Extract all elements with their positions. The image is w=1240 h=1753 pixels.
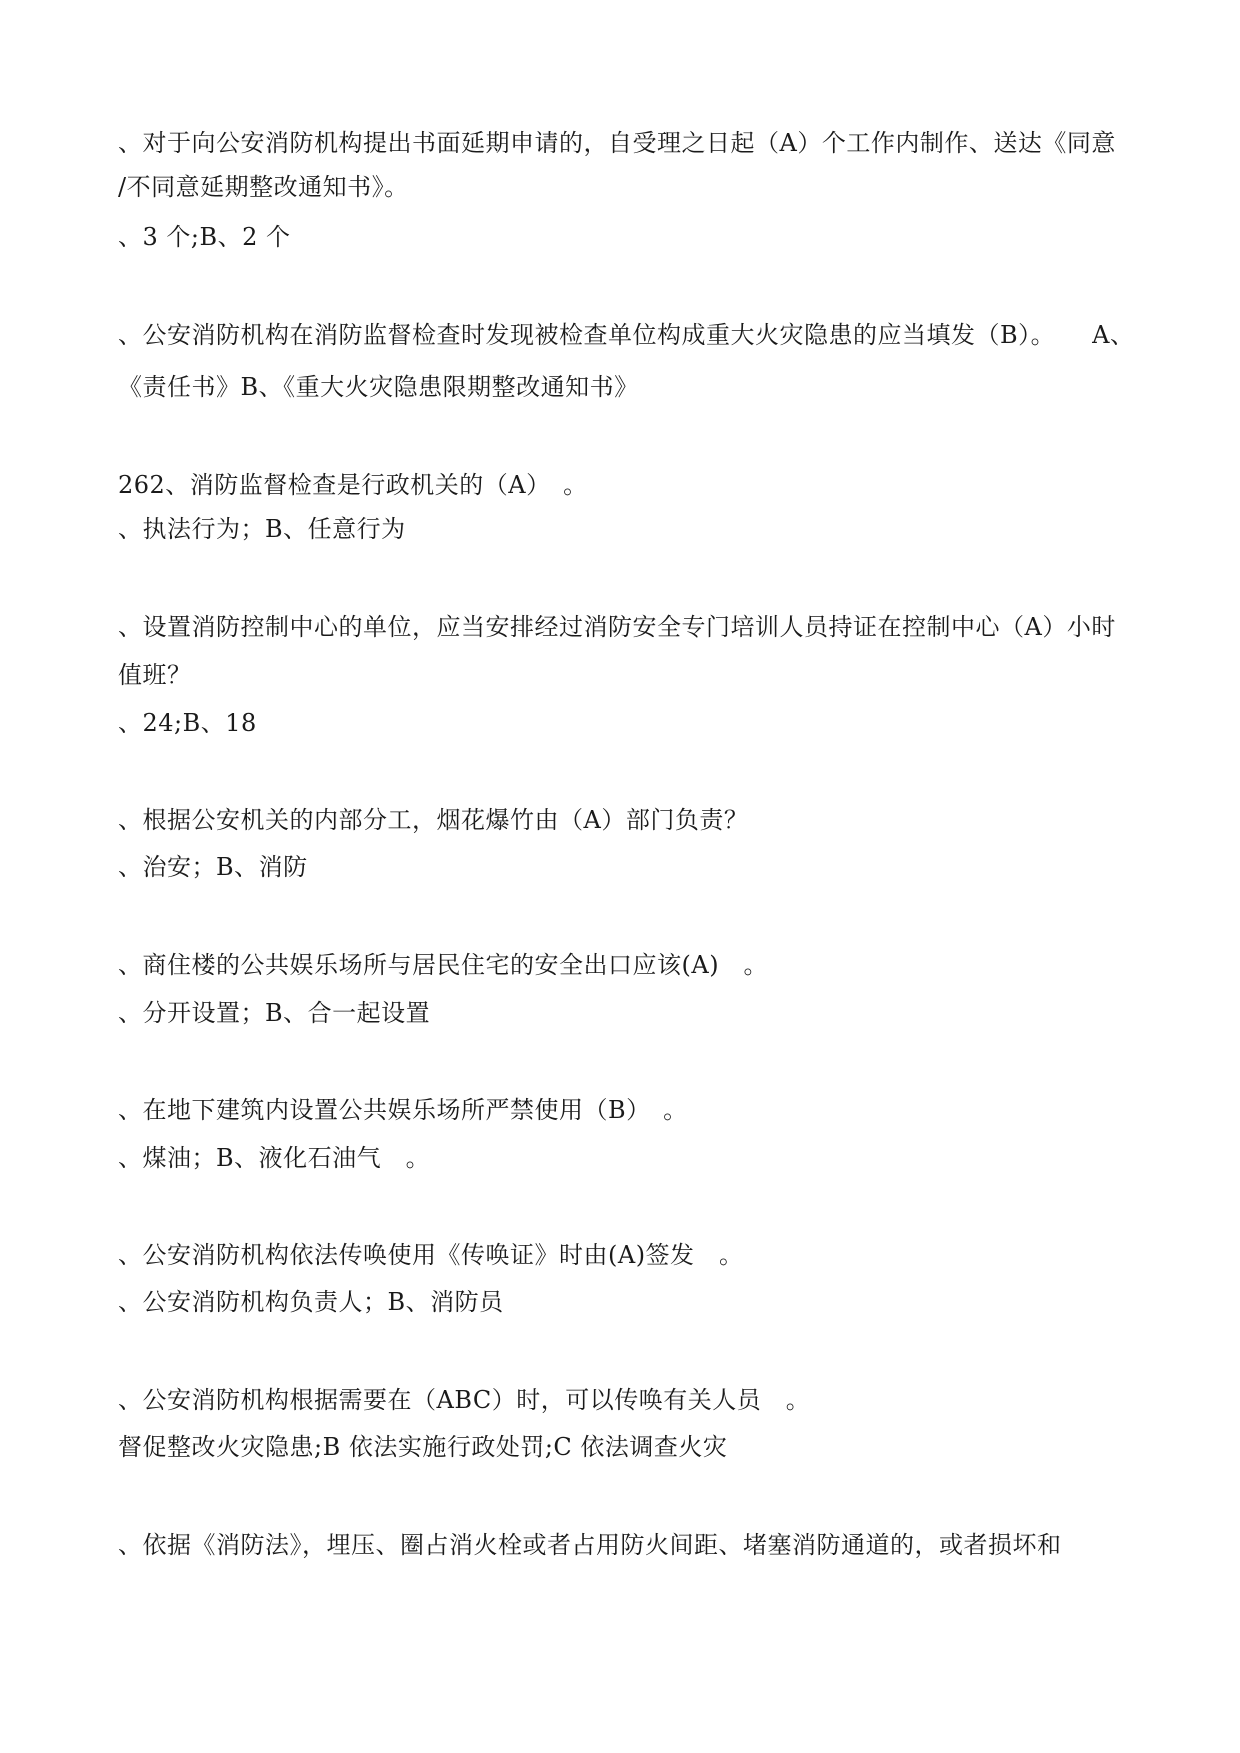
question-4-line-1: 、设置消防控制中心的单位，应当安排经过消防安全专门培训人员持证在控制中心（A）小时 [118, 613, 1116, 641]
question-5-options: 、治安；B、消防 [118, 853, 308, 881]
question-3-options: 、执法行为；B、任意行为 [118, 515, 406, 543]
question-6-line-1: 、商住楼的公共娱乐场所与居民住宅的安全出口应该(A) 。 [118, 951, 769, 979]
question-7-options: 、煤油；B、液化石油气 。 [118, 1144, 431, 1172]
question-8-options: 、公安消防机构负责人；B、消防员 [118, 1288, 504, 1316]
question-3-line-1: 262、消防监督检查是行政机关的（A） 。 [118, 471, 588, 499]
question-1-line-1: 、对于向公安消防机构提出书面延期申请的，自受理之日起（A）个工作内制作、送达《同意 [118, 129, 1116, 157]
question-2-line-2: 《责任书》B、《重大火灾隐患限期整改通知书》 [118, 373, 639, 401]
question-9-line-1: 、公安消防机构根据需要在（ABC）时，可以传唤有关人员 。 [118, 1386, 811, 1414]
question-6-options: 、分开设置；B、合一起设置 [118, 999, 431, 1027]
question-1-line-2: /不同意延期整改通知书》。 [118, 173, 409, 201]
question-8-line-1: 、公安消防机构依法传唤使用《传唤证》时由(A)签发 。 [118, 1241, 744, 1269]
question-7-line-1: 、在地下建筑内设置公共娱乐场所严禁使用（B） 。 [118, 1096, 688, 1124]
question-1-options: 、3 个;B、2 个 [118, 223, 291, 251]
question-2-line-1: 、公安消防机构在消防监督检查时发现被检查单位构成重大火灾隐患的应当填发（B）。 A、 [118, 321, 1135, 349]
question-10-line-1: 、依据《消防法》，埋压、圈占消火栓或者占用防火间距、堵塞消防通道的，或者损坏和 [118, 1531, 1062, 1559]
question-5-line-1: 、根据公安机关的内部分工，烟花爆竹由（A）部门负责？ [118, 806, 749, 834]
question-4-options: 、24;B、18 [118, 709, 257, 737]
question-4-line-2: 值班？ [118, 661, 192, 689]
question-9-options: 督促整改火灾隐患;B 依法实施行政处罚;C 依法调查火灾 [118, 1433, 728, 1461]
